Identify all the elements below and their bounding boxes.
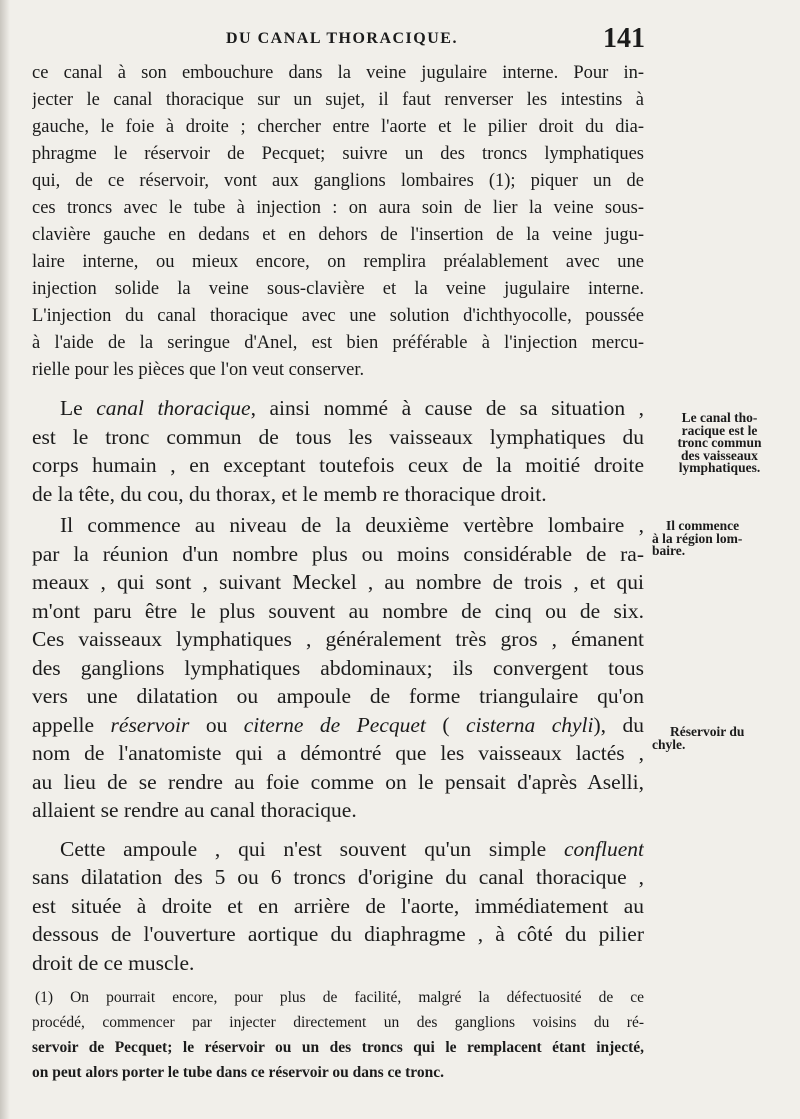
text-line: droit de ce muscle. xyxy=(32,950,195,975)
text-fragment: Le xyxy=(60,396,97,420)
text-line: Ces vaisseaux lymphatiques , généralement très gros , émanent xyxy=(32,627,644,651)
footnote-line: servoir de Pecquet; le réservoir ou un des troncs qui le remplacent étant injecté, xyxy=(32,1039,644,1056)
margin-note-line: Le canal tho- xyxy=(681,410,758,425)
text-line xyxy=(32,711,644,740)
text-line: vers une dilatation ou ampoule de forme triangulaire qu'on xyxy=(32,684,644,708)
paragraph-origin xyxy=(32,511,644,825)
term-citerne-de-pecquet: citerne de Pecquet xyxy=(243,712,426,737)
paragraph-canal-definition xyxy=(32,394,644,508)
margin-note-line: des vaisseaux xyxy=(681,447,758,463)
text-line xyxy=(32,835,644,864)
term-confluent: confluent xyxy=(563,836,644,861)
text-fragment: , ainsi nommé à cause de sa situation , xyxy=(250,396,644,420)
text-fragment: ou xyxy=(189,712,244,737)
margin-note-commence xyxy=(652,520,787,558)
margin-note-line: Réservoir du xyxy=(670,724,745,739)
footnote-line: on peut alors porter le tube dans ce réservoir ou dans ce tronc. xyxy=(32,1064,445,1081)
margin-note-line: baire. xyxy=(652,543,686,558)
text-line: qui, de ce réservoir, vont aux ganglions lombaires (1); piquer un de xyxy=(32,171,644,191)
text-line: meaux , qui sont , suivant Meckel , au nombre de trois , et qui xyxy=(32,570,644,594)
text-line: sans dilatation des 5 ou 6 troncs d'origine du canal thoracique , xyxy=(32,865,644,889)
margin-note-line: tronc commun xyxy=(677,435,762,450)
text-line: L'injection du canal thoracique avec une solution d'ichthyocolle, poussée xyxy=(32,306,644,326)
margin-note-line: chyle. xyxy=(652,736,686,752)
margin-note-line: Il commence xyxy=(666,518,740,533)
text-line: à l'aide de la seringue d'Anel, est bien préférable à l'injection mercu- xyxy=(32,333,644,353)
paragraph-injection-technique xyxy=(32,60,644,384)
text-line: ce canal à son embouchure dans la veine jugulaire interne. Pour in- xyxy=(32,63,644,83)
term-cisterna-chyli: cisterna chyli xyxy=(465,712,594,737)
text-line: injection solide la veine sous-clavière et la veine jugulaire interne. xyxy=(32,279,644,299)
running-title: DU CANAL THORACIQUE. xyxy=(226,30,458,47)
text-line: gauche, le foie à droite ; chercher entre l'aorte et le pilier droit du dia- xyxy=(32,117,644,137)
text-fragment: appelle xyxy=(32,712,111,737)
term-canal-thoracique: canal thoracique xyxy=(96,396,251,420)
text-fragment: ), du xyxy=(593,712,644,737)
text-line: laire interne, ou mieux encore, on remplira préalablement avec une xyxy=(32,252,644,272)
text-line: des ganglions lymphatiques abdominaux; ils convergent tous xyxy=(32,655,644,680)
footnote-line: procédé, commencer par injecter directement un des ganglions voisins du ré- xyxy=(32,1014,644,1031)
text-line: ces troncs avec le tube à injection : on aura soin de lier la veine sous- xyxy=(32,198,644,218)
text-line: allaient se rendre au canal thoracique. xyxy=(32,798,357,822)
main-text xyxy=(32,60,644,1085)
text-line: nom de l'anatomiste qui a démontré que les vaisseaux lactés , xyxy=(32,741,644,765)
text-line xyxy=(32,394,644,423)
text-line: jecter le canal thoracique sur un sujet, il faut renverser les intestins à xyxy=(32,90,644,110)
term-reservoir: réservoir xyxy=(110,712,190,737)
text-line: clavière gauche en dedans et en dehors de l'insertion de la veine jugu- xyxy=(32,225,644,245)
margin-note-line: lymphatiques. xyxy=(678,460,761,475)
text-line: Il commence au niveau de la deuxième vertèbre lombaire , xyxy=(60,513,644,537)
text-line: dessous de l'ouverture aortique du diaphragme , à côté du pilier xyxy=(32,922,644,946)
text-line: au lieu de se rendre au foie comme on le pensait d'après Aselli, xyxy=(32,769,644,794)
margin-note-reservoir xyxy=(652,726,787,751)
text-line: est située à droite et en arrière de l'aorte, immédiatement au xyxy=(32,893,644,918)
margin-note-canal-commun xyxy=(652,412,787,475)
footnote xyxy=(32,985,644,1085)
paragraph-ampoule xyxy=(32,835,644,978)
text-fragment: ( xyxy=(425,712,466,737)
margin-note-line: racique est le xyxy=(681,422,758,438)
text-line: phragme le réservoir de Pecquet; suivre un des troncs lymphatiques xyxy=(32,144,644,164)
text-fragment: Cette ampoule , qui n'est souvent qu'un simple xyxy=(60,836,564,861)
text-line: par la réunion d'un nombre plus ou moins considérable de ra- xyxy=(32,541,644,566)
text-line: de la tête, du cou, du thorax, et le memb re thoracique droit. xyxy=(32,481,547,506)
text-line: est le tronc commun de tous les vaisseaux lymphatiques du xyxy=(32,424,644,449)
text-line: m'ont paru être le plus souvent au nombre de cinq ou de six. xyxy=(32,598,644,623)
text-line: corps humain , en exceptant toutefois ceux de la moitié droite xyxy=(32,453,644,477)
margin-note-line: à la région lom- xyxy=(652,530,743,546)
page-number: 141 xyxy=(603,23,645,54)
footnote-line: (1) On pourrait encore, pour plus de facilité, malgré la défectuosité de ce xyxy=(35,989,644,1006)
text-line: rielle pour les pièces que l'on veut conserver. xyxy=(32,360,365,380)
